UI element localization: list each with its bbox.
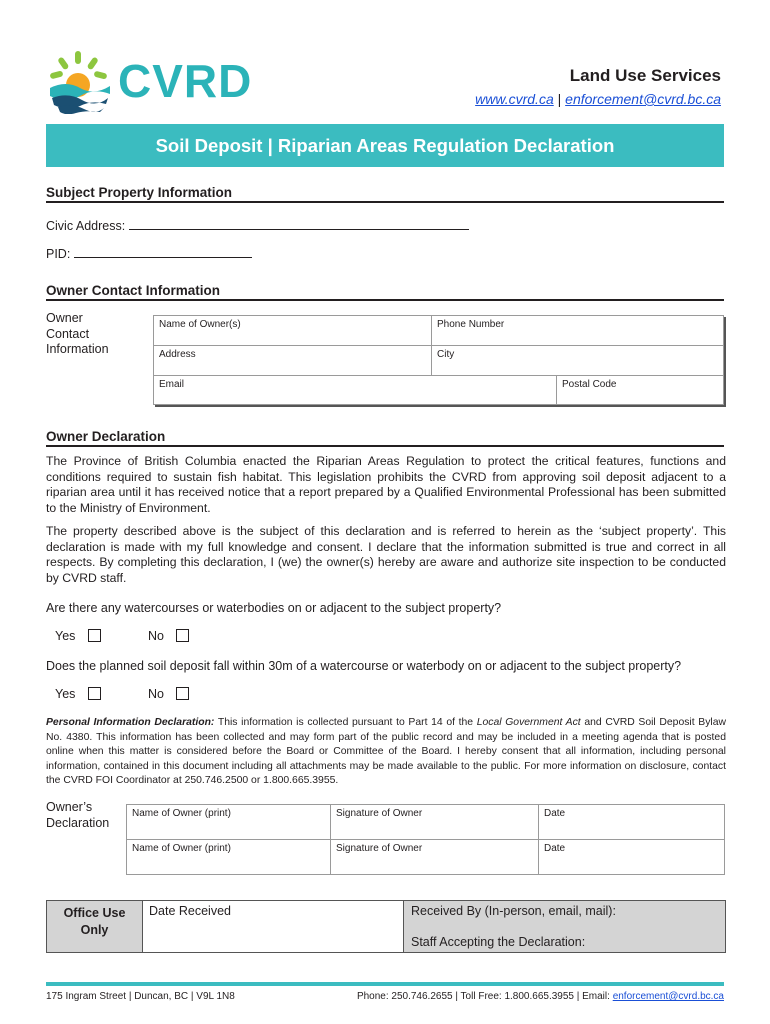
footer-divider — [46, 982, 724, 986]
declaration-text — [46, 454, 726, 586]
act-name: Local Government Act — [476, 717, 581, 728]
form-title-banner: Soil Deposit | Riparian Areas Regulation Declaration — [46, 124, 724, 167]
footer-contact: Phone: 250.746.2655 | Toll Free: 1.800.665.3955 | Email: enforcement@cvrd.bc.ca — [356, 991, 724, 1002]
pid-label: PID: — [46, 247, 71, 261]
signature-date-cell[interactable]: Date — [538, 839, 725, 875]
postal-code-cell[interactable]: Postal Code — [556, 375, 724, 405]
owner-signature-cell[interactable]: Signature of Owner — [330, 804, 539, 840]
header-links — [475, 91, 721, 107]
civic-address-field[interactable] — [129, 217, 469, 230]
q2-no-option: No — [148, 687, 189, 701]
personal-info-title: Personal Information Declaration: — [46, 717, 215, 728]
date-received-cell[interactable]: Date Received — [142, 900, 404, 953]
website-link[interactable]: www.cvrd.ca — [475, 91, 554, 107]
pid-field[interactable] — [74, 245, 252, 258]
owners-declaration-side-label: Owner’s Declaration — [46, 800, 110, 830]
department-name: Land Use Services — [569, 66, 721, 85]
signature-date-cell[interactable]: Date — [538, 804, 725, 840]
q2-yes-checkbox[interactable] — [88, 687, 101, 700]
question-30m: Does the planned soil deposit fall within 30m of a watercourse or waterbody on or adjacent to the subject property? — [46, 659, 682, 673]
q2-yes-option: Yes — [55, 687, 101, 701]
civic-address-row — [46, 217, 469, 233]
q1-yes-option: Yes — [55, 629, 101, 643]
city-cell[interactable]: City — [431, 345, 724, 376]
owner-contact-side-label: Owner Contact Information — [46, 311, 109, 356]
declaration-paragraph-1: The Province of British Columbia enacted the Riparian Areas Regulation to protect the critical features, functions and conditions required to sustain fish habitat. This legislation prohibits the CVRD from approving soil deposit adjacent to a riparian area until it has received notice that a report prepared by a Qualified Environmental Professional has been submitted to the Ministry of Environment. — [46, 454, 726, 515]
owner-contact-heading: Owner Contact Information — [46, 283, 724, 301]
personal-info-declaration: Personal Information Declaration: This information is collected pursuant to Part 14 of the Local Government Act and CVRD Soil Deposit Bylaw No. 4380. This information has been collected and may form part of the public record and may be included in a meeting agenda that is posted online when this matter is considered before the Board or Committee of the Board. I hereby consent that all information, including personal information, contained in this document including all attachments may be made available to the public. For more information on disclosure, contact the CVRD FOI Coordinator at 250.746.2500 or 1.800.665.3955. — [46, 717, 726, 786]
address-cell[interactable]: Address — [153, 345, 432, 376]
received-by-label: Received By (In-person, email, mail): — [411, 904, 616, 918]
cvrd-logo — [46, 48, 261, 114]
q1-yes-checkbox[interactable] — [88, 629, 101, 642]
q1-no-option: No — [148, 629, 189, 643]
civic-address-label: Civic Address: — [46, 219, 126, 233]
office-use-label: Office Use Only — [46, 900, 143, 953]
owner-name-print-cell[interactable]: Name of Owner (print) — [126, 839, 331, 875]
phone-number-cell[interactable]: Phone Number — [431, 315, 724, 346]
declaration-paragraph-2: The property described above is the subject of this declaration and is referred to herein as the ‘subject property’. This declaration is made with my full knowledge and consent. I declare that the information submitted is true and correct in all respects. By completing this declaration, I (we) the owner(s) hereby are aware and authorize site inspection to be conducted by CVRD staff. — [46, 524, 726, 585]
owner-signature-cell[interactable]: Signature of Owner — [330, 839, 539, 875]
link-separator: | — [557, 91, 562, 107]
footer-address: 175 Ingram Street | Duncan, BC | V9L 1N8 — [46, 991, 235, 1002]
staff-accepting-label: Staff Accepting the Declaration: — [411, 935, 586, 949]
question-watercourses: Are there any watercourses or waterbodies on or adjacent to the subject property? — [46, 601, 502, 615]
q2-no-checkbox[interactable] — [176, 687, 189, 700]
logo-wordmark: CVRD — [118, 55, 253, 107]
owner-contact-table — [153, 315, 724, 405]
email-cell[interactable]: Email — [153, 375, 557, 405]
owner-name-cell[interactable]: Name of Owner(s) — [153, 315, 432, 346]
received-by-cell[interactable] — [403, 900, 726, 953]
sun-wave-logo-icon — [46, 48, 112, 114]
signature-table — [126, 804, 725, 875]
owner-name-print-cell[interactable]: Name of Owner (print) — [126, 804, 331, 840]
subject-property-heading: Subject Property Information — [46, 185, 724, 203]
pid-row — [46, 245, 252, 261]
footer-email-link[interactable]: enforcement@cvrd.bc.ca — [612, 991, 724, 1002]
owner-declaration-heading: Owner Declaration — [46, 429, 724, 447]
q1-no-checkbox[interactable] — [176, 629, 189, 642]
email-link[interactable]: enforcement@cvrd.bc.ca — [565, 91, 721, 107]
